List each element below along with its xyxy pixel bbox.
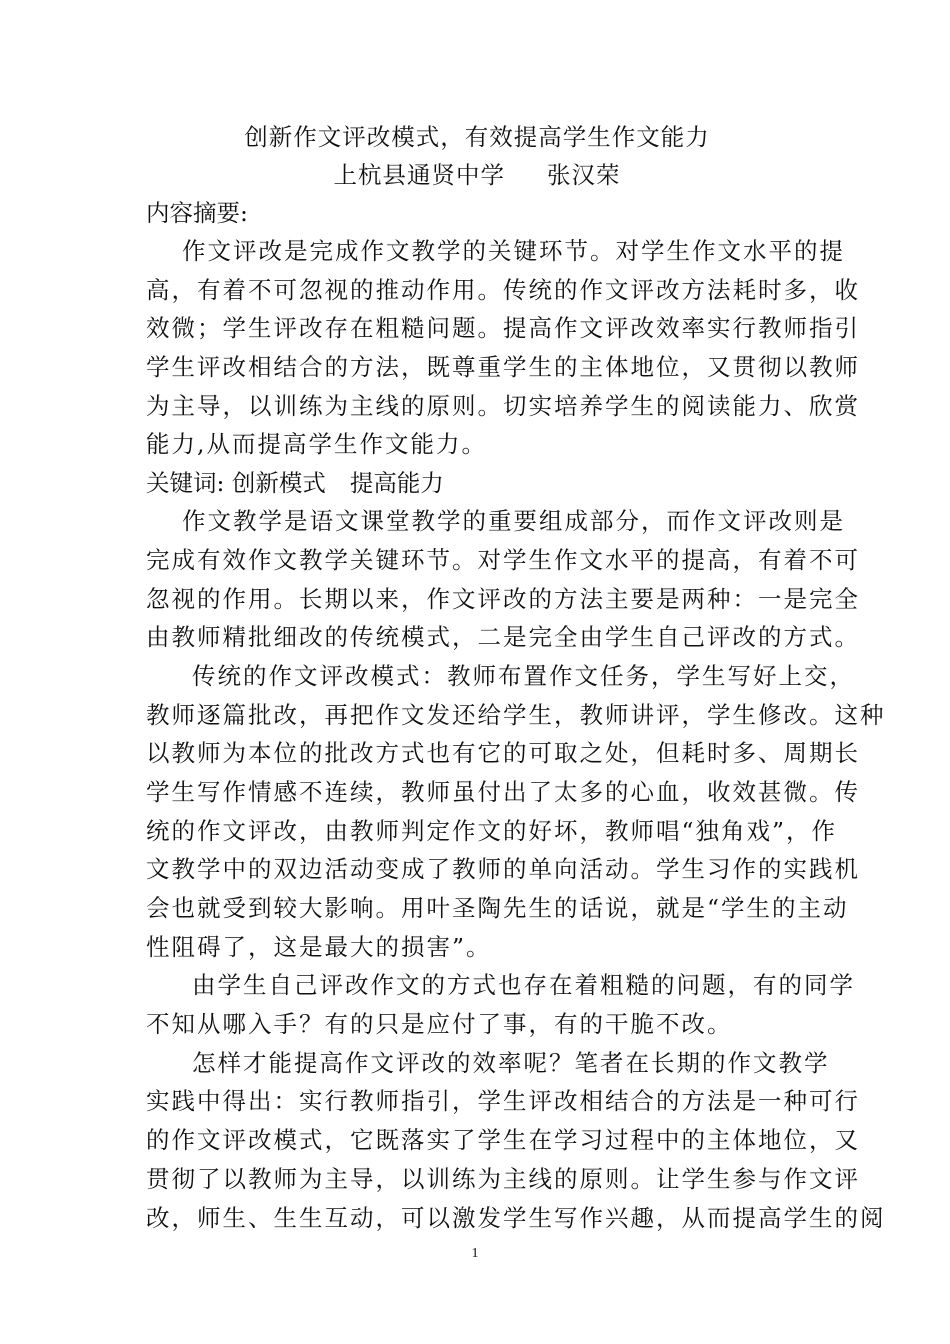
body-line: 性阻碍了，这是最大的损害”。 xyxy=(146,932,492,961)
keywords-line xyxy=(146,464,808,502)
body-line: 实践中得出：实行教师指引，学生评改相结合的方法是一种可行 xyxy=(146,1087,860,1116)
keywords-label: 关键词: xyxy=(146,469,225,498)
abstract-line: 效微；学生评改存在粗糙问题。提高作文评改效率实行教师指引 xyxy=(146,314,860,343)
author-line xyxy=(146,156,808,194)
body-line: 会也就受到较大影响。用叶圣陶先生的话说，就是“学生的主动 xyxy=(146,894,849,922)
body-line: 由学生自己评改作文的方式也存在着粗糙的问题，有的同学 xyxy=(192,971,855,1000)
document-title: 创新作文评改模式，有效提高学生作文能力 xyxy=(244,123,710,151)
abstract-line: 为主导，以训练为主线的原则。切实培养学生的阅读能力、欣赏 xyxy=(146,391,860,420)
abstract-paragraph xyxy=(146,232,860,464)
document-page xyxy=(146,118,886,1237)
body-line: 改，师生、生生互动，可以激发学生写作兴趣，从而提高学生的阅 xyxy=(146,1203,886,1232)
body-line: 的作文评改模式，它既落实了学生在学习过程中的主体地位，又 xyxy=(146,1126,860,1155)
abstract-line: 高，有着不可忽视的推动作用。传统的作文评改方法耗时多，收 xyxy=(146,275,860,304)
author-school: 上杭县通贤中学 xyxy=(333,161,505,189)
body-paragraph-4 xyxy=(146,1044,886,1237)
abstract-line: 作文评改是完成作文教学的关键环节。对学生作文水平的提 xyxy=(182,237,845,265)
keyword-item: 创新模式 xyxy=(231,469,326,498)
body-line: 怎样才能提高作文评改的效率呢？笔者在长期的作文教学 xyxy=(192,1048,830,1077)
body-line: 由教师精批细改的传统模式，二是完全由学生自己评改的方式。 xyxy=(146,623,860,652)
body-line: 文教学中的双边活动变成了教师的单向活动。学生习作的实践机 xyxy=(146,855,860,884)
author-name: 张汉荣 xyxy=(547,161,621,189)
body-line: 贯彻了以教师为主导，以训练为主线的原则。让学生参与作文评 xyxy=(146,1164,860,1193)
abstract-label: 内容摘要: xyxy=(146,199,248,227)
body-line: 学生写作情感不连续，教师虽付出了太多的心血，收效甚微。传 xyxy=(146,777,860,806)
body-line: 以教师为本位的批改方式也有它的可取之处，但耗时多、周期长 xyxy=(146,739,860,768)
body-line: 教师逐篇批改，再把作文发还给学生，教师讲评，学生修改。这种 xyxy=(146,700,886,729)
abstract-line: 学生评改相结合的方法，既尊重学生的主体地位，又贯彻以教师 xyxy=(146,353,860,382)
page-number: 1 xyxy=(471,1246,479,1261)
abstract-line: 能力,从而提高学生作文能力。 xyxy=(146,430,487,459)
body-line: 忽视的作用。长期以来，作文评改的方法主要是两种：一是完全 xyxy=(146,584,860,613)
body-line: 不知从哪入手？有的只是应付了事，有的干脆不改。 xyxy=(146,1010,733,1039)
body-line: 统的作文评改，由教师判定作文的好坏，教师唱“独角戏”，作 xyxy=(146,816,838,845)
body-paragraph-3 xyxy=(146,966,855,1043)
body-line: 完成有效作文教学关键环节。对学生作文水平的提高，有着不可 xyxy=(146,545,860,574)
body-paragraph-1 xyxy=(146,502,860,657)
body-line: 作文教学是语文课堂教学的重要组成部分，而作文评改则是 xyxy=(182,507,845,536)
keyword-item: 提高能力 xyxy=(349,469,444,498)
body-paragraph-2 xyxy=(146,657,886,967)
body-line: 传统的作文评改模式：教师布置作文任务，学生写好上交， xyxy=(192,661,855,690)
